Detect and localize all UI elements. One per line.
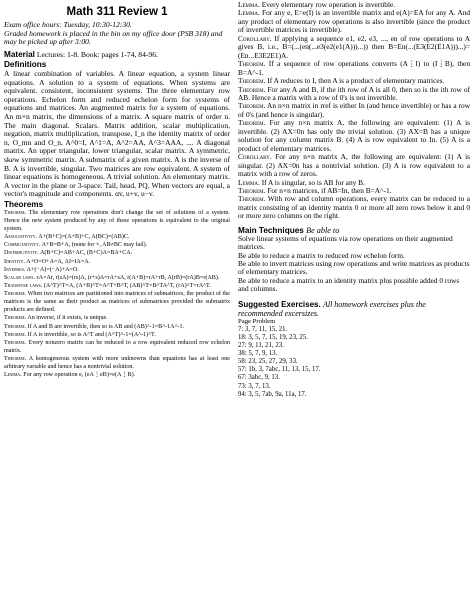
theorem-left-label: Identity. bbox=[4, 258, 25, 265]
theorem-left-text: A(B+C)=AB+AC, (B+C)A=BA+CA. bbox=[38, 250, 133, 257]
theorem-right-item bbox=[238, 35, 470, 60]
definitions-text: A linear combination of variables. A linear equation, a system linear equations. A solution to a system of equations. When systems are equivalent. consistent, inconsistent systems. The three elementary row operations. Echelon form and reduced echelon form for systems of equations and matrices. An augmented matrix for a system of equations. An m×n matrix, the dimensions of a matrix. A square matrix of order n. The main diagonal. Scalars. Matrix addition, scalar multiplication, negation, matrix multiplication, transpose, I_n the identity matrix of order n, O_mn and O_n, A^0=I, A^1=A, A^2=AA, A^3=AAA, .... A diagonal matrix. An upper triangular, lower triangular, scalar matrix. A symmetric, skew symmetric matrix. A submatrix of a given matrix. A is the inverse of B. A is invertible, singular. Two matrices are row equivalent. A system of linear equations is homogeneous. A trivial solution. An elementary matrix. A vector in the plane or 3-space. Tail, head, PQ. When vectors are equal, a vector's magnitude and components. αv, u+v, u−v. bbox=[4, 69, 230, 199]
theorem-right-label: Theorem. bbox=[238, 76, 266, 86]
theorem-right-text: Every elementary row operation is invertible. bbox=[259, 0, 396, 9]
theorem-left-item bbox=[4, 275, 230, 283]
exercise-row: 94: 3, 5, 7ab, 9a, 11a, 17. bbox=[238, 390, 307, 398]
technique-item: Solve linear systems of equations via row operations on their augmented matrices. bbox=[238, 234, 453, 252]
theorem-right-text: For any n×n matrix A, the following are equivalent: (1) A is invertible. (2) AX=0n has only the trivial solution. (3) AX=B has a unique solution for any column matrix B. (4) A is row equivalent to In. (5) A is a product of elementary matrices. bbox=[238, 118, 470, 153]
material-text: Lectures: 1-8. Book: pages 1-74, 84-96. bbox=[36, 49, 158, 59]
exercise-row: 58: 23, 25, 27, 29, 33. bbox=[238, 358, 298, 366]
exercise-row: 67: 3abc, 9, 13. bbox=[238, 374, 280, 382]
theorem-left-text: A homogeneous system with more unknowns than equations has at least one arbitrary variable and hence has a nontrivial solution. bbox=[4, 356, 230, 371]
theorem-right-item bbox=[238, 153, 470, 178]
theorem-right-text: If A is singular, so is AB for any B. bbox=[259, 177, 365, 187]
theorem-left-label: Theorem. bbox=[4, 331, 27, 338]
theorem-list-left bbox=[4, 210, 230, 380]
theorem-left-text: A+(B+C)=(A+B)+C, A(BC)=(AB)C. bbox=[37, 234, 130, 240]
theorem-right-text: If a sequence of row operations converts (A⋮I) to (I⋮B), then B=A^-1. bbox=[238, 59, 470, 77]
exercise-row: 38: 5, 7, 9, 13. bbox=[238, 350, 278, 358]
theorem-left-item bbox=[4, 283, 230, 291]
technique-item: Be able to reduce a matrix to an identity matrix plus possible added 0 rows and columns. bbox=[238, 275, 460, 293]
exercise-list bbox=[238, 326, 470, 399]
theorem-left-label: Associativity. bbox=[4, 234, 38, 240]
theorem-left-item bbox=[4, 234, 230, 242]
suggested-exercises-heading bbox=[238, 300, 470, 318]
page-problem-header: Page Problem bbox=[238, 318, 276, 326]
theorem-right-text: For any e, E=e(I) is an invertible matrix and e(A)=EA for any A. And any product of elementary row operations is also invertible (since the product of invertible matrices is invertible). bbox=[238, 8, 470, 35]
office-hours: Exam office hours: Tuesday, 10:30-12:30. bbox=[4, 20, 132, 29]
suggested-exercises-subtitle: All homework exercises plus the recommended excersizes. bbox=[238, 300, 426, 319]
theorem-right-label: Lemma. bbox=[238, 177, 260, 187]
theorem-left-text: A+O=O+A=A, AI=IA=A. bbox=[24, 258, 91, 265]
material-line bbox=[4, 51, 230, 59]
theorem-right-label: Lemma. bbox=[238, 0, 260, 9]
theorem-left-text: A+(−A)=(−A)+A=O. bbox=[25, 266, 79, 273]
theorem-left-text: rA=Ar, r(sA)=(rs)A, (r+s)A=rA+sA, r(A+B)=rA+rB, A(rB)=(rA)B=r(AB). bbox=[35, 275, 220, 282]
theorem-right-item bbox=[238, 86, 470, 103]
theorem-left-item bbox=[4, 324, 230, 332]
theorem-left-label: Theorem. bbox=[4, 356, 27, 363]
theorem-left-text: If A and B are invertible, then so is AB and (AB)^-1=B^-1A^-1. bbox=[26, 323, 185, 330]
theorem-left-label: Commutativity. bbox=[4, 242, 41, 249]
exercise-row: 7: 3, 7, 11, 15, 21. bbox=[238, 325, 288, 333]
main-techniques-subtitle: Be able to bbox=[306, 225, 340, 235]
theorem-left-item bbox=[4, 372, 230, 380]
theorem-right-text: With row and column operations, every matrix can be reduced to a matrix consisting of an identity matrix 0 or more all zero rows below it and 0 or more zero columns on the right. bbox=[238, 194, 470, 221]
theorem-right-label: Corollary. bbox=[238, 152, 272, 162]
exercise-row: 57: 1b, 3, 7abc, 11, 13, 15, 17. bbox=[238, 366, 321, 374]
technique-item: Be able to reduce a matrix to reduced row echelon form. bbox=[238, 250, 405, 260]
theorem-right-label: Theorem. bbox=[238, 59, 266, 69]
right-column bbox=[238, 0, 470, 399]
theorem-left-label: Theorem. bbox=[4, 209, 27, 216]
main-techniques-title: Main Techniques bbox=[238, 225, 304, 235]
exercise-row: 18: 3, 5, 7, 15, 19, 23, 25. bbox=[238, 333, 308, 341]
theorem-left-label: Lemma. bbox=[4, 372, 22, 379]
theorem-right-label: Theorem. bbox=[238, 118, 266, 128]
theorem-left-label: Inverses. bbox=[4, 266, 26, 273]
theorem-left-item bbox=[4, 356, 230, 372]
theorem-left-text: An inverse, if it exists, is unique. bbox=[26, 315, 108, 322]
theorem-left-label: Scalar laws. bbox=[4, 275, 36, 282]
theorem-left-label: Theorem. bbox=[4, 340, 27, 347]
theorem-left-item bbox=[4, 210, 230, 234]
theorem-left-item bbox=[4, 340, 230, 356]
theorem-left-label: Transpose laws. bbox=[4, 283, 43, 290]
theorem-left-text: When two matrices are partitioned into matrices of submatrices, the product of the matrices is the same as their product as matrices of submatrices provided the submatrix products are defined. bbox=[4, 291, 230, 314]
theorem-left-label: Distributivity. bbox=[4, 250, 39, 257]
theorem-left-text: Every nonzero matrix can be reduced to a row equivalent reduced row echelon matrix. bbox=[4, 340, 230, 354]
theorem-right-item bbox=[238, 9, 470, 34]
theorem-right-label: Theorem. bbox=[238, 194, 266, 204]
theorem-left-text: If A is invertible, so is A^T and (A^T)^-1=(A^-1)^T. bbox=[26, 331, 156, 338]
theorem-right-label: Theorem. bbox=[238, 185, 266, 195]
theorem-right-label: Theorem. bbox=[238, 84, 266, 94]
theorem-right-label: Corollary. bbox=[238, 33, 272, 43]
left-column bbox=[4, 0, 230, 380]
theorem-right-text: For any A and B, if the ith row of A is all 0, then so is the ith row of AB. Hence a matrix with a row of 0's is not invertible. bbox=[238, 84, 470, 102]
theorem-right-item bbox=[238, 60, 470, 77]
theorem-left-label: Theorem. bbox=[4, 315, 27, 322]
theorem-list-right bbox=[238, 1, 470, 221]
theorem-left-label: Theorem. bbox=[4, 291, 27, 298]
theorem-right-text: An n×n matrix in rref is either In (and hence invertible) or has a row of 0's (and hence is singular). bbox=[238, 101, 470, 119]
suggested-exercises-title: Suggested Exercises. bbox=[238, 300, 321, 310]
theorems-heading: Theorems bbox=[4, 199, 44, 209]
theorem-left-text: (A^T)^T=A, (A+B)^T=A^T+B^T, (AB)^T=B^TA^T, (rA)^T=rA^T. bbox=[42, 283, 211, 290]
theorem-right-label: Theorem. bbox=[238, 101, 266, 111]
theorem-left-item bbox=[4, 250, 230, 258]
material-label: Material bbox=[4, 49, 35, 59]
theorem-left-item bbox=[4, 259, 230, 267]
graded-homework-note: Graded homework is placed in the bin on my office door (PSB 318) and may be picked up after 3:00. bbox=[4, 28, 223, 47]
technique-item: Be able to invert matrices using row operations and write matrices as products of elementary matrices. bbox=[238, 258, 470, 277]
theorem-left-item bbox=[4, 332, 230, 340]
theorem-right-item bbox=[238, 119, 470, 153]
definitions-heading: Definitions bbox=[4, 60, 47, 70]
theorem-left-item bbox=[4, 291, 230, 315]
theorem-left-text: For any row operation e, (eA⋮eB)=e(A⋮B). bbox=[21, 372, 136, 379]
theorem-right-item bbox=[238, 102, 470, 119]
theorem-left-text: The elementary row operations don't change the set of solutions of a system. Hence the new system produced by any of these operations is equivalent to the original system. bbox=[4, 209, 230, 232]
page-title: Math 311 Review 1 bbox=[66, 6, 168, 18]
techniques-list bbox=[238, 235, 470, 293]
theorem-right-text: For any n×n matrix A, the following are equivalent: (1) A is singular. (2) AX=0n has a nontrivial solution. (3) A is row equivalent to a matrix with a row of zeros. bbox=[238, 152, 470, 179]
exercise-row: 73: 3, 7, 13. bbox=[238, 382, 271, 390]
theorem-left-label: Theorem. bbox=[4, 323, 27, 330]
theorem-right-text: If applying a sequence e1, e2, e3, ..., en of row operations to A gives B, i.e., B=(...(en(...e3(e2(e1(A)))...)) then B=En(...(E3(E2(E1A)))...)=(En...E3E2E1)A. bbox=[238, 33, 470, 60]
theorem-left-item bbox=[4, 315, 230, 323]
theorem-right-label: Lemma. bbox=[238, 8, 260, 18]
exercise-row: 27: 9, 11, 21, 23. bbox=[238, 342, 284, 350]
theorem-right-item bbox=[238, 195, 470, 220]
theorem-left-text: A+B=B+A, (none for ×, AB≠BC may fail). bbox=[40, 242, 148, 249]
theorem-left-item bbox=[4, 242, 230, 250]
theorem-right-text: For n×n matrices, if AB=In, then B=A^-1. bbox=[265, 185, 392, 195]
theorem-right-text: If A reduces to I, then A is a product of elementary matrices. bbox=[265, 76, 445, 86]
theorem-left-item bbox=[4, 267, 230, 275]
